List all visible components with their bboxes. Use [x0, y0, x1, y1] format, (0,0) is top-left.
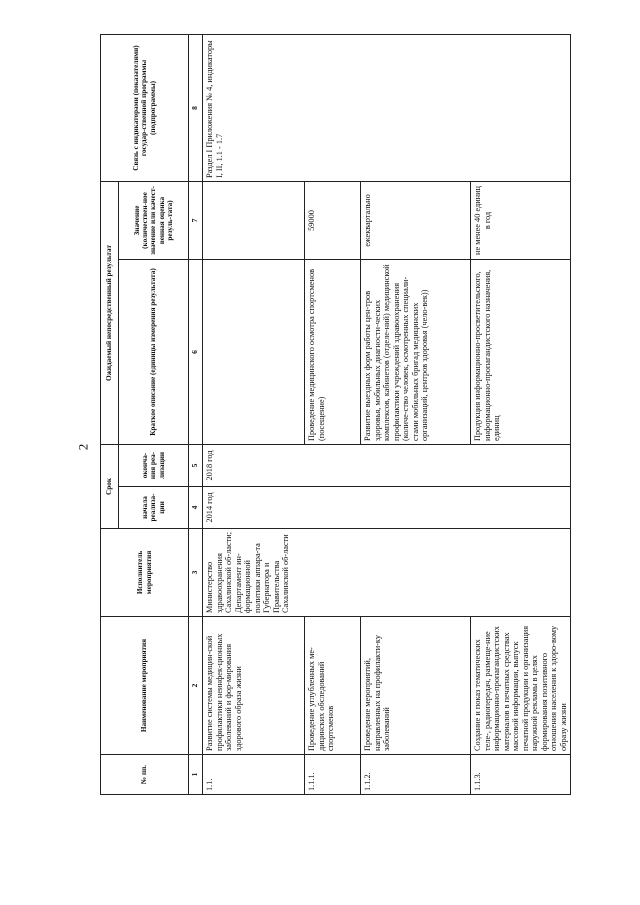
col-number: 1	[189, 755, 203, 795]
col-number: 5	[189, 445, 203, 487]
row-value: ежеквартально	[361, 182, 471, 260]
header-result: Ожидаемый непосредственный результат	[101, 182, 119, 445]
row-value	[203, 182, 305, 260]
header-value: Значение (количествен-ное значение или качест-венная оценка резуль-тата)	[119, 182, 189, 260]
row-link: Раздел I Приложения № 4, индикаторы I, II, 1.1 - 1.7	[203, 35, 571, 182]
header-end: оконча-ния реа-лизации	[119, 445, 189, 487]
row-value: 59000	[305, 182, 361, 260]
page-number: 2	[75, 443, 91, 451]
row-num: 1.1.1.	[305, 755, 361, 795]
row-description: Развитие выездных форм работы цен-тров здоровья, мобильных диагности-ческих комплексов, кабинетов (отделе-ний) медицинской профилактики учреждений здравоохранения (количе-ство человек, осмотренных специали-стами мобильных бригад медицинских организаций, центров здоровья (чело-век))	[361, 260, 471, 445]
table-row	[203, 35, 305, 795]
row-description: Проведение медицинского осмотра спортсменов (посещение)	[305, 260, 361, 445]
row-description: Продукция информационно-просветительского, информационно-пропагандистского назначения, единиц	[471, 260, 571, 445]
row-name: Создание и показ тематических теле-, радиопередач, размеще-ние информационно-пропагандистских материалов в печатных средствах массовой информации, выпуск печатной продукции и организация наружной рекламы в целях формирования позитивного отношения населения к здоро-вому образу жизни	[471, 617, 571, 755]
row-value: не менее 40 единиц в год	[471, 182, 571, 260]
activities-table	[100, 34, 571, 795]
rotated-table-container	[100, 35, 568, 795]
row-description	[203, 260, 305, 445]
col-number: 8	[189, 35, 203, 182]
row-num: 1.1.2.	[361, 755, 471, 795]
col-number: 3	[189, 529, 203, 617]
row-num: 1.1.	[203, 755, 305, 795]
row-executor: Министерство здравоохранения Сахалинской об-ласти; Департамент ин-формационной политики аппара-та Губернатора и Правительства Сахалинской об-ласти	[203, 529, 571, 617]
header-term: Срок	[101, 445, 119, 529]
header-description: Краткое описание (единицы измерения результата)	[119, 260, 189, 445]
col-number: 7	[189, 182, 203, 260]
col-number: 4	[189, 487, 203, 529]
header-num: № пп.	[101, 755, 189, 795]
col-number: 6	[189, 260, 203, 445]
row-end: 2018 год	[203, 445, 571, 487]
row-name: Проведение углубленных ме-дицинских обследований спортсменов	[305, 617, 361, 755]
row-name: Проведение мероприятий, направленных на профилакти-ку заболеваний	[361, 617, 471, 755]
header-start: начала реализа-ции	[119, 487, 189, 529]
row-name: Развитие системы медицин-ской профилактики неинфек-ционных заболеваний и фор-мирования здорового образа жизни	[203, 617, 305, 755]
col-number: 2	[189, 617, 203, 755]
header-executor: Исполнитель мероприятия	[101, 529, 189, 617]
row-start: 2014 год	[203, 487, 571, 529]
header-link: Связь с индикаторами (показателями) государ-ственной программы (подпрограммы)	[101, 35, 189, 182]
row-num: 1.1.3.	[471, 755, 571, 795]
header-name: Наименование мероприятия	[101, 617, 189, 755]
